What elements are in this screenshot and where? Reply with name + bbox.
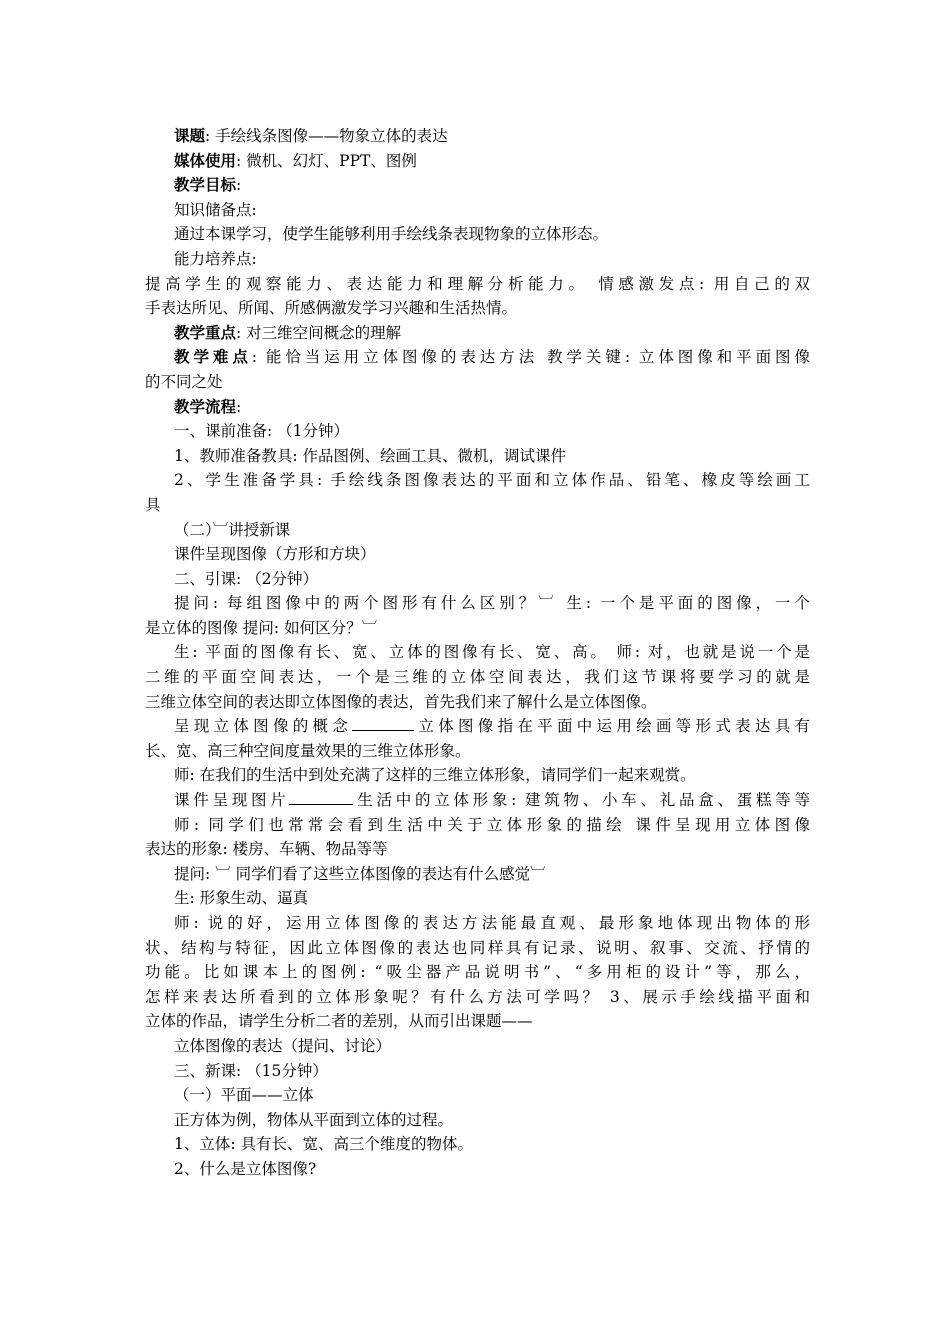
question2: 提问: ︺ 同学们看了这些立体图像的表达有什么感觉︺ — [174, 864, 546, 883]
difficulty-label: 教学难点 — [174, 347, 252, 367]
goal-heading — [145, 173, 810, 198]
courseware-pictures — [145, 788, 810, 813]
focus-line — [145, 321, 810, 346]
teacher-summary-line5: 立体的作品，请学生分析二者的差别，从而引出课题—— — [145, 1012, 533, 1031]
student-prep-line2: 具 — [145, 495, 161, 514]
courseware-shapes: 课件呈现图像（方形和方块） — [174, 545, 376, 564]
answer1-line1: 生: 平面的图像有长、宽、立体的图像有长、宽、高。 师: 对，也就是说一个是 — [174, 643, 810, 662]
ability-title: 能力培养点: — [174, 249, 257, 268]
focus-label: 教学重点 — [174, 322, 237, 342]
ability-text-line2: 手表达所见、所闻、所感俩激发学习兴趣和生活热情。 — [145, 299, 518, 318]
solid-image-question: 2、什么是立体图像? — [174, 1159, 317, 1178]
section-prep: 一、课前准备: （1分钟） — [174, 422, 350, 441]
difficulty-text: : 能恰当运用立体图像的表达方法 教学关键: 立体图像和平面图像 — [251, 348, 810, 367]
teacher-summary-line3: 功能。比如课本上的图例: “吸尘器产品说明书”、“多用柜的设计”等，那么， — [145, 963, 810, 982]
fill-blank — [289, 790, 353, 805]
concept-line1 — [145, 714, 810, 739]
media-text: : 微机、幻灯、PPT、图例 — [236, 151, 417, 170]
concept-line2: 长、宽、高三种空间度量效果的三维立体形象。 — [145, 741, 471, 760]
teacher-summary-line4: 怎样来表达所看到的立体形象呢？有什么方法可学吗？ 3、展示手绘线描平面和 — [145, 987, 810, 1006]
section-intro: 二、引课: （2分钟） — [174, 569, 319, 588]
pictures-prefix: 课件呈现图片 — [174, 791, 290, 810]
teacher-observe: 师: 在我们的生活中到处充满了这样的三维立体形象，请同学们一起来观赏。 — [174, 766, 696, 785]
student-prep-line1: 2、学生准备学具: 手绘线条图像表达的平面和立体作品、铅笔、橡皮等绘画工 — [174, 471, 810, 490]
teacher-prep: 1、教师准备教具: 作品图例、绘画工具、微机，调试课件 — [174, 446, 567, 465]
cube-example: 正方体为例，物体从平面到立体的过程。 — [174, 1110, 454, 1129]
topic-line — [145, 124, 810, 149]
difficulty-line2: 的不同之处 — [145, 372, 223, 391]
knowledge-text: 通过本课学习，使学生能够利用手绘线条表现物象的立体形态。 — [174, 225, 609, 244]
topic-label: 课题 — [174, 126, 206, 145]
teacher-depict-line1: 师: 同学们也常常会看到生活中关于立体形象的描绘 课件呈现用立体图像 — [174, 815, 810, 834]
section-new-lesson: 三、新课: （15分钟） — [174, 1061, 328, 1080]
answer1-line3: 三维立体空间的表达即立体图像的表达，首先我们来了解什么是立体图像。 — [145, 692, 657, 711]
question1-line2: 是立体的图像 提问: 如何区分？︺ — [145, 618, 378, 637]
goal-colon: : — [236, 176, 242, 195]
focus-text: : 对三维空间概念的理解 — [236, 323, 402, 342]
pictures-suffix: 生活中的立体形象: 建筑物、小车、礼品盒、蛋糕等等 — [353, 791, 810, 810]
ability-text-line1: 提高学生的观察能力、表达能力和理解分析能力。 情感激发点: 用自己的双 — [145, 274, 810, 293]
subsection-plane-solid: （一）平面——立体 — [174, 1086, 314, 1105]
answer1-line2: 二维的平面空间表达，一个是三维的立体空间表达，我们这节课将要学习的就是 — [145, 668, 810, 687]
teacher-depict-line2: 表达的形象: 楼房、车辆、物品等等 — [145, 840, 388, 859]
topic-text: : 手绘线条图像——物象立体的表达 — [205, 127, 448, 145]
media-label: 媒体使用 — [174, 150, 237, 170]
teacher-summary-line2: 状、结构与特征，因此立体图像的表达也同样具有记录、说明、叙事、交流、抒情的 — [145, 938, 810, 957]
flow-heading — [145, 395, 810, 420]
teacher-summary-line1: 师: 说的好，运用立体图像的表达方法能最直观、最形象地体现出物体的形 — [174, 914, 810, 932]
question1-line1: 提问: 每组图像中的两个图形有什么区别？︺ 生: 一个是平面的图像，一个 — [174, 594, 810, 613]
difficulty-line1 — [145, 345, 810, 370]
goal-label: 教学目标 — [174, 175, 237, 195]
solid-definition: 1、立体: 具有长、宽、高三个维度的物体。 — [174, 1135, 474, 1154]
fill-blank — [352, 716, 414, 731]
flow-label: 教学流程 — [174, 396, 237, 416]
knowledge-title: 知识储备点: — [174, 200, 257, 219]
flow-colon: : — [236, 397, 242, 416]
answer2: 生: 形象生动、逼真 — [174, 889, 309, 908]
concept-suffix: 立体图像指在平面中运用绘画等形式表达具有 — [414, 717, 810, 736]
media-line — [145, 149, 810, 174]
topic-expression: 立体图像的表达（提问、讨论） — [174, 1036, 392, 1055]
concept-prefix: 呈现立体图像的概念 — [174, 717, 353, 736]
document-page — [145, 124, 810, 1182]
section-teach: （二）︺讲授新课 — [174, 520, 291, 539]
